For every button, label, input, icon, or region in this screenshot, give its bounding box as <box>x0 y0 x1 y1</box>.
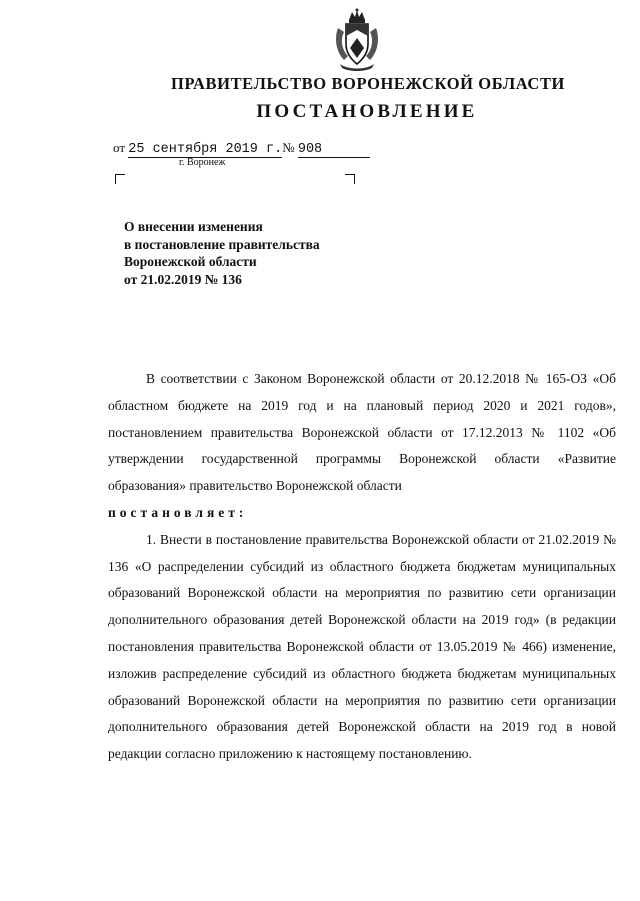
corner-bracket-left <box>115 174 125 184</box>
document-subject <box>124 218 320 288</box>
subject-line: в постановление правительства <box>124 236 320 252</box>
subject-line: О внесении изменения <box>124 219 263 234</box>
coat-of-arms-icon <box>332 8 382 72</box>
document-date: 25 сентября 2019 г. <box>128 142 283 157</box>
document-body <box>108 366 616 768</box>
date-prefix: от <box>113 140 126 155</box>
document-number: 908 <box>298 142 370 158</box>
resolves-word: постановляет: <box>108 504 248 520</box>
document-date-number <box>113 140 370 158</box>
document-type: ПОСТАНОВЛЕНИЕ <box>256 101 478 122</box>
corner-bracket-right <box>345 174 355 184</box>
subject-line: от 21.02.2019 № 136 <box>124 271 242 287</box>
preamble-paragraph: В соответствии с Законом Воронежской области от 20.12.2018 № 165-ОЗ «Об областном бюджете на 2019 год и на плановый период 2020 и 2021 годов», постановлением правительства Воронежской области от 17.12.2013 № 1102 «Об утверждении государственной программы Воронежской области «Развитие образования» правительство Воронежской области <box>108 371 616 494</box>
subject-line: Воронежской области <box>124 254 257 270</box>
number-label: № <box>282 140 295 155</box>
item-1-paragraph: 1. Внести в постановление правительства Воронежской области от 21.02.2019 № 136 «О распределении субсидий из областного бюджета бюджетам муниципальных образований Воронежской области на мероприятия по развитию сети организации дополнительного образования детей Воронежской области на 2019 год» (в редакции постановления правительства Воронежской области от 13.05.2019 № 466) изменение, изложив распределение субсидий из областного бюджета бюджетам муниципальных образований Воронежской области на мероприятия по развитию сети организации дополнительного образования детей Воронежской области на 2019 год в новой редакции согласно приложению к настоящему постановлению. <box>108 531 616 762</box>
city: г. Воронеж <box>179 157 226 168</box>
organization-title: ПРАВИТЕЛЬСТВО ВОРОНЕЖСКОЙ ОБЛАСТИ <box>171 74 565 93</box>
